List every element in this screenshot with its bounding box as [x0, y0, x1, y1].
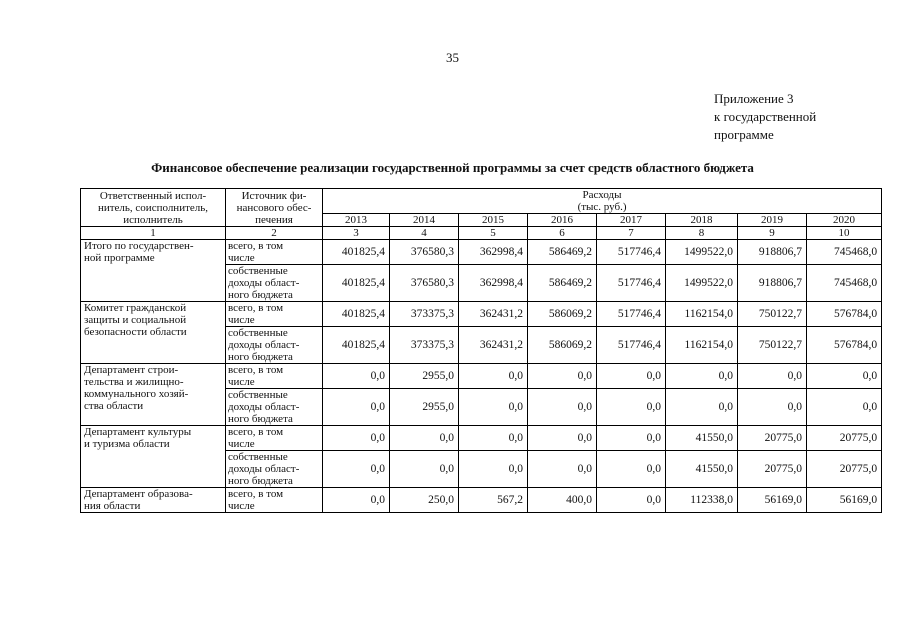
source-cell	[226, 389, 323, 426]
value-cell: 0,0	[528, 426, 597, 451]
value-cell: 0,0	[323, 426, 390, 451]
header-executor-line: исполнитель	[123, 213, 183, 226]
executor-line: Итого по государствен-	[84, 240, 194, 252]
value-cell: 576784,0	[807, 327, 882, 364]
value-cell: 0,0	[597, 426, 666, 451]
value-cell: 586069,2	[528, 302, 597, 327]
value-cell: 41550,0	[666, 426, 738, 451]
source-line: доходы област-	[228, 401, 300, 413]
value-cell: 1499522,0	[666, 265, 738, 302]
source-cell	[226, 265, 323, 302]
value-cell: 376580,3	[390, 265, 459, 302]
source-line: собственные	[228, 265, 288, 277]
column-number: 8	[666, 227, 738, 240]
value-cell: 567,2	[459, 488, 528, 513]
appendix-line: Приложение 3	[714, 91, 794, 106]
header-year: 2016	[528, 214, 597, 227]
header-expenses-line: Расходы	[582, 189, 622, 201]
value-cell: 0,0	[323, 364, 390, 389]
source-line: ного бюджета	[228, 289, 293, 301]
value-cell: 400,0	[528, 488, 597, 513]
header-year: 2013	[323, 214, 390, 227]
value-cell: 2955,0	[390, 364, 459, 389]
value-cell: 517746,4	[597, 302, 666, 327]
value-cell: 0,0	[528, 451, 597, 488]
value-cell: 745468,0	[807, 240, 882, 265]
executor-line: Департамент образова-	[84, 488, 193, 500]
appendix-line: к государственной	[714, 109, 817, 124]
column-number: 7	[597, 227, 666, 240]
value-cell: 373375,3	[390, 302, 459, 327]
value-cell: 362431,2	[459, 327, 528, 364]
value-cell: 401825,4	[323, 327, 390, 364]
financing-table	[80, 188, 882, 513]
table-row	[81, 488, 882, 513]
executor-line: коммунального хозяй-	[84, 388, 189, 400]
source-line: ного бюджета	[228, 413, 293, 425]
value-cell: 0,0	[390, 426, 459, 451]
value-cell: 401825,4	[323, 265, 390, 302]
source-line: всего, в том	[228, 426, 284, 438]
value-cell: 20775,0	[738, 451, 807, 488]
source-cell	[226, 426, 323, 451]
source-line: числе	[228, 252, 255, 264]
column-number: 5	[459, 227, 528, 240]
header-year: 2019	[738, 214, 807, 227]
table-row	[81, 364, 882, 389]
value-cell: 0,0	[528, 389, 597, 426]
header-source	[226, 189, 323, 227]
header-source-line: Источник фи-	[241, 189, 307, 202]
column-number: 6	[528, 227, 597, 240]
value-cell: 20775,0	[738, 426, 807, 451]
source-line: числе	[228, 438, 255, 450]
value-cell: 362998,4	[459, 240, 528, 265]
source-line: собственные	[228, 389, 288, 401]
executor-line: защиты и социальной	[84, 314, 187, 326]
table-row	[81, 302, 882, 327]
source-cell	[226, 240, 323, 265]
value-cell: 576784,0	[807, 302, 882, 327]
header-row	[81, 189, 882, 214]
value-cell: 56169,0	[738, 488, 807, 513]
source-line: собственные	[228, 327, 288, 339]
column-number-row	[81, 227, 882, 240]
appendix-label	[714, 90, 816, 144]
value-cell: 362998,4	[459, 265, 528, 302]
value-cell: 401825,4	[323, 302, 390, 327]
source-line: доходы област-	[228, 339, 300, 351]
header-source-line: нансового обес-	[236, 201, 312, 214]
source-line: всего, в том	[228, 240, 284, 252]
value-cell: 918806,7	[738, 265, 807, 302]
source-line: всего, в том	[228, 302, 284, 314]
value-cell: 0,0	[459, 426, 528, 451]
source-cell	[226, 488, 323, 513]
header-year: 2015	[459, 214, 528, 227]
value-cell: 0,0	[597, 389, 666, 426]
source-line: всего, в том	[228, 488, 284, 500]
header-executor-line: нитель, соисполнитель,	[97, 201, 209, 214]
source-line: доходы област-	[228, 277, 300, 289]
source-line: собственные	[228, 451, 288, 463]
header-executor	[81, 189, 226, 227]
table-row	[81, 426, 882, 451]
column-number: 2	[226, 227, 323, 240]
value-cell: 0,0	[597, 488, 666, 513]
value-cell: 20775,0	[807, 451, 882, 488]
value-cell: 586469,2	[528, 240, 597, 265]
appendix-line: программе	[714, 127, 774, 142]
value-cell: 2955,0	[390, 389, 459, 426]
value-cell: 362431,2	[459, 302, 528, 327]
value-cell: 376580,3	[390, 240, 459, 265]
header-expenses-line: (тыс. руб.)	[577, 201, 627, 213]
executor-line: тельства и жилищно-	[84, 376, 184, 388]
value-cell: 373375,3	[390, 327, 459, 364]
executor-line: ния области	[84, 500, 141, 512]
value-cell: 750122,7	[738, 302, 807, 327]
value-cell: 745468,0	[807, 265, 882, 302]
source-line: числе	[228, 500, 255, 512]
value-cell: 0,0	[323, 389, 390, 426]
source-line: доходы област-	[228, 463, 300, 475]
value-cell: 0,0	[666, 364, 738, 389]
value-cell: 1162154,0	[666, 327, 738, 364]
source-cell	[226, 364, 323, 389]
header-year: 2017	[597, 214, 666, 227]
executor-line: безопасности области	[84, 326, 187, 338]
page-number: 35	[446, 50, 459, 65]
column-number: 1	[81, 227, 226, 240]
header-executor-line: Ответственный испол-	[99, 189, 207, 202]
source-line: всего, в том	[228, 364, 284, 376]
column-number: 9	[738, 227, 807, 240]
value-cell: 0,0	[528, 364, 597, 389]
executor-cell	[81, 364, 226, 426]
executor-line: Департамент культуры	[84, 426, 192, 438]
executor-line: и туризма области	[84, 438, 170, 450]
header-year: 2014	[390, 214, 459, 227]
value-cell: 0,0	[807, 389, 882, 426]
executor-line: ной программе	[84, 252, 155, 264]
value-cell: 517746,4	[597, 265, 666, 302]
column-number: 3	[323, 227, 390, 240]
value-cell: 517746,4	[597, 327, 666, 364]
executor-line: Департамент строи-	[84, 364, 179, 376]
header-expenses	[323, 189, 882, 214]
value-cell: 750122,7	[738, 327, 807, 364]
value-cell: 0,0	[597, 451, 666, 488]
source-line: числе	[228, 314, 255, 326]
value-cell: 586069,2	[528, 327, 597, 364]
header-year: 2018	[666, 214, 738, 227]
value-cell: 0,0	[459, 364, 528, 389]
value-cell: 41550,0	[666, 451, 738, 488]
value-cell: 401825,4	[323, 240, 390, 265]
executor-line: ства области	[84, 400, 144, 412]
document-title: Финансовое обеспечение реализации государственной программы за счет средств областного бюджета	[151, 160, 754, 175]
header-year: 2020	[807, 214, 882, 227]
value-cell: 0,0	[597, 364, 666, 389]
executor-cell	[81, 240, 226, 302]
value-cell: 0,0	[738, 364, 807, 389]
value-cell: 0,0	[323, 488, 390, 513]
value-cell: 20775,0	[807, 426, 882, 451]
source-line: ного бюджета	[228, 475, 293, 487]
value-cell: 56169,0	[807, 488, 882, 513]
value-cell: 1499522,0	[666, 240, 738, 265]
value-cell: 250,0	[390, 488, 459, 513]
executor-cell	[81, 426, 226, 488]
source-line: числе	[228, 376, 255, 388]
value-cell: 0,0	[666, 389, 738, 426]
column-number: 10	[807, 227, 882, 240]
header-source-line: печения	[255, 213, 293, 226]
source-line: ного бюджета	[228, 351, 293, 363]
value-cell: 517746,4	[597, 240, 666, 265]
value-cell: 0,0	[459, 389, 528, 426]
value-cell: 0,0	[390, 451, 459, 488]
executor-line: Комитет гражданской	[84, 302, 187, 314]
source-cell	[226, 451, 323, 488]
value-cell: 0,0	[807, 364, 882, 389]
value-cell: 918806,7	[738, 240, 807, 265]
executor-cell	[81, 302, 226, 364]
value-cell: 112338,0	[666, 488, 738, 513]
value-cell: 1162154,0	[666, 302, 738, 327]
value-cell: 0,0	[459, 451, 528, 488]
value-cell: 0,0	[738, 389, 807, 426]
value-cell: 586469,2	[528, 265, 597, 302]
source-cell	[226, 327, 323, 364]
value-cell: 0,0	[323, 451, 390, 488]
executor-cell	[81, 488, 226, 513]
column-number: 4	[390, 227, 459, 240]
source-cell	[226, 302, 323, 327]
table-row	[81, 240, 882, 265]
